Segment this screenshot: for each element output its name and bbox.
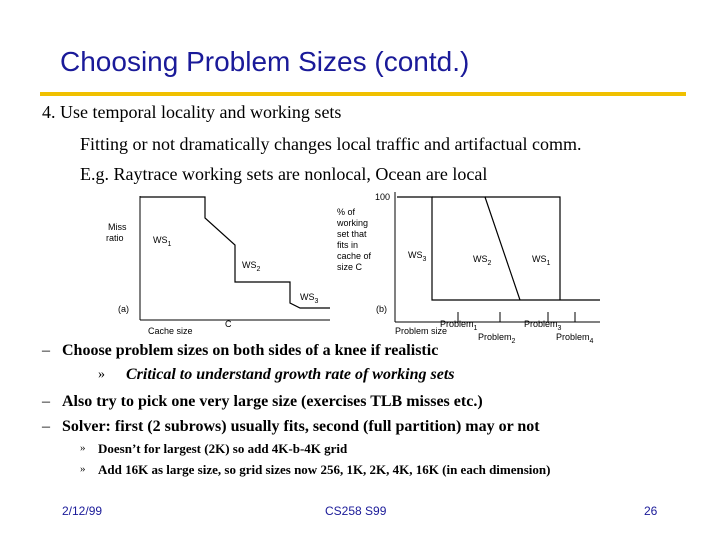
footer-course: CS258 S99 bbox=[325, 504, 387, 518]
sub-point-2: E.g. Raytrace working sets are nonlocal, Ocean are local bbox=[80, 164, 488, 184]
bullet-3-sub-1: Doesn’t for largest (2K) so add 4K-b-4K grid bbox=[98, 441, 348, 456]
footer-date: 2/12/99 bbox=[62, 504, 103, 518]
sub-point-1: Fitting or not dramatically changes local traffic and artifactual comm. bbox=[80, 134, 582, 154]
problem-3-label: Problem$_3$ bbox=[524, 319, 562, 332]
ws1-curve bbox=[485, 197, 560, 300]
left-ylabel-2: ratio bbox=[106, 233, 124, 243]
right-panel-label: (b) bbox=[376, 304, 387, 314]
page-number: 26 bbox=[644, 504, 658, 518]
bullet-2: Also try to pick one very large size (exercises TLB misses etc.) bbox=[62, 393, 483, 410]
problem-1-label: Problem$_1$ bbox=[440, 319, 478, 332]
left-ylabel-1: Miss bbox=[108, 222, 127, 232]
left-ws3-label: $WS_3$ bbox=[300, 292, 319, 305]
right-ylabel-line-5: cache of bbox=[337, 251, 372, 261]
bullet-1: Choose problem sizes on both sides of a knee if realistic bbox=[62, 342, 439, 359]
left-ws2-label: $WS_2$ bbox=[242, 260, 261, 273]
point-text: 4. Use temporal locality and working sets bbox=[42, 102, 342, 122]
ws3-curve bbox=[397, 197, 600, 300]
arrow-marker: » bbox=[98, 367, 105, 382]
right-top-label: 100 bbox=[375, 192, 391, 202]
right-xlabel: Problem size bbox=[395, 326, 448, 336]
left-xlabel: Cache size bbox=[148, 326, 193, 336]
slide-title: Choosing Problem Sizes (contd.) bbox=[60, 46, 470, 77]
dash-marker: – bbox=[42, 393, 50, 410]
arrow-marker: » bbox=[80, 442, 86, 454]
dash-marker: – bbox=[42, 342, 50, 359]
right-ws3-label: $WS_3$ bbox=[408, 250, 427, 263]
dash-marker: – bbox=[42, 418, 50, 435]
miss-ratio-chart bbox=[106, 196, 330, 336]
c-label: C bbox=[225, 319, 232, 329]
right-ylabel-line-2: working bbox=[337, 218, 369, 228]
bullet-3: Solver: first (2 subrows) usually fits, second (full partition) may or not bbox=[62, 418, 540, 435]
problem-4-label: Problem$_4$ bbox=[556, 332, 594, 345]
bullet-3-sub-2: Add 16K as large size, so grid sizes now 256, 1K, 2K, 4K, 16K (in each dimension) bbox=[98, 462, 551, 477]
problem-2-label: Problem$_2$ bbox=[478, 332, 516, 345]
left-ws1-label: $WS_1$ bbox=[153, 235, 172, 248]
right-ws1-label: $WS_1$ bbox=[532, 254, 551, 267]
arrow-marker: » bbox=[80, 463, 86, 475]
right-ylabel-line-4: fits in bbox=[337, 240, 359, 250]
right-ylabel-line-6: size C bbox=[337, 262, 363, 272]
right-ylabel-line-1: % of bbox=[337, 207, 356, 217]
left-panel-label: (a) bbox=[118, 304, 129, 314]
bullet-1-sub: Critical to understand growth rate of working sets bbox=[126, 366, 455, 383]
right-ylabel-line-3: set that bbox=[337, 229, 367, 239]
ws2-curve bbox=[432, 197, 520, 300]
working-set-fit-chart bbox=[336, 192, 600, 345]
right-ws2-label: $WS_2$ bbox=[473, 254, 492, 267]
